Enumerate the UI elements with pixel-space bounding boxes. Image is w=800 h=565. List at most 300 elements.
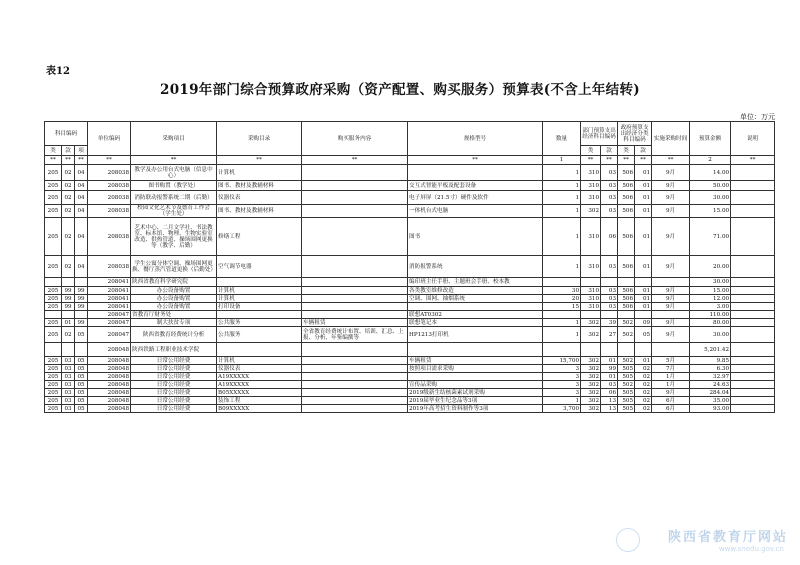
table-cell bbox=[62, 343, 75, 357]
table-cell bbox=[731, 205, 775, 218]
table-cell: 修缮工程 bbox=[217, 218, 302, 256]
table-cell: 205 bbox=[45, 303, 62, 311]
table-cell: 35.00 bbox=[690, 397, 731, 405]
table-cell: 艺术中心、二月文学社、书法教室、标本馆、物理、生物实验室改造、供热管道、操场围网更换等（教学、后勤） bbox=[131, 218, 217, 256]
marker-cell: ** bbox=[731, 156, 775, 165]
marker-cell: ** bbox=[652, 156, 690, 165]
table-cell bbox=[731, 357, 775, 365]
table-cell bbox=[652, 278, 690, 287]
table-cell: 205 bbox=[45, 319, 62, 327]
table-cell: 图书 bbox=[408, 218, 543, 256]
table-cell bbox=[45, 311, 62, 319]
table-cell: 04 bbox=[75, 181, 88, 191]
header-gov-lei: 类 bbox=[618, 146, 635, 156]
table-cell: 208041 bbox=[88, 278, 131, 287]
table-cell: 02 bbox=[635, 365, 652, 373]
table-cell bbox=[75, 278, 88, 287]
table-cell: 9月 bbox=[652, 205, 690, 218]
table-row bbox=[45, 381, 775, 389]
table-cell: 205 bbox=[45, 205, 62, 218]
table-cell: 3.00 bbox=[690, 303, 731, 311]
table-cell: 消防报警系统 bbox=[408, 256, 543, 278]
table-cell: 03 bbox=[601, 181, 618, 191]
table-cell: 12.00 bbox=[690, 295, 731, 303]
table-cell: 02 bbox=[62, 218, 75, 256]
table-cell: 空调、围网、抽烟系统 bbox=[408, 295, 543, 303]
table-cell: 208048 bbox=[88, 405, 131, 413]
table-cell: 一体机台式电脑 bbox=[408, 205, 543, 218]
table-cell: 205 bbox=[45, 365, 62, 373]
table-cell: 205 bbox=[45, 327, 62, 343]
table-cell: 06 bbox=[601, 389, 618, 397]
table-cell: 计算机 bbox=[217, 165, 302, 181]
table-cell bbox=[302, 165, 408, 181]
table-row bbox=[45, 343, 775, 357]
table-cell: 208047 bbox=[88, 311, 131, 319]
table-cell: 208041 bbox=[88, 287, 131, 295]
table-cell: 310 bbox=[581, 218, 601, 256]
table-cell: 9月 bbox=[652, 165, 690, 181]
table-cell: 50.00 bbox=[690, 181, 731, 191]
table-cell: 208038 bbox=[88, 191, 131, 205]
table-cell: 93.00 bbox=[690, 405, 731, 413]
header-project: 采购项目 bbox=[131, 122, 217, 156]
table-cell bbox=[75, 343, 88, 357]
table-row bbox=[45, 256, 775, 278]
table-cell: 506 bbox=[618, 287, 635, 295]
table-cell: 03 bbox=[601, 381, 618, 389]
table-cell: 502 bbox=[618, 357, 635, 365]
table-cell: 506 bbox=[618, 303, 635, 311]
table-cell: 13 bbox=[601, 397, 618, 405]
table-cell bbox=[543, 343, 581, 357]
table-cell: 205 bbox=[45, 256, 62, 278]
table-row bbox=[45, 303, 775, 311]
table-cell: 09 bbox=[635, 319, 652, 327]
table-cell: 1 bbox=[543, 205, 581, 218]
table-row bbox=[45, 365, 775, 373]
table-cell: HP1213打印机 bbox=[408, 327, 543, 343]
table-cell: 3,700 bbox=[543, 405, 581, 413]
table-cell: 302 bbox=[581, 373, 601, 381]
table-row bbox=[45, 327, 775, 343]
table-cell: 310 bbox=[581, 256, 601, 278]
marker-cell: ** bbox=[131, 156, 217, 165]
table-cell bbox=[731, 311, 775, 319]
table-cell: 32.97 bbox=[690, 373, 731, 381]
table-row bbox=[45, 311, 775, 319]
table-cell: 208048 bbox=[88, 389, 131, 397]
watermark-text: 陕西省教育厅网站 bbox=[667, 530, 788, 545]
table-row bbox=[45, 397, 775, 405]
table-cell bbox=[635, 278, 652, 287]
table-cell: 9月 bbox=[652, 181, 690, 191]
table-cell: 03 bbox=[62, 389, 75, 397]
table-cell: 全省教育经费统计布置、培训、汇总、上报、分析、年鉴编撰等 bbox=[302, 327, 408, 343]
table-cell: 15,700 bbox=[543, 357, 581, 365]
marker-cell: 2 bbox=[690, 156, 731, 165]
table-cell: 联想笔记本 bbox=[408, 319, 543, 327]
table-cell bbox=[302, 381, 408, 389]
table-cell: 02 bbox=[635, 373, 652, 381]
table-cell: 制大扶贫专项 bbox=[131, 319, 217, 327]
table-cell: 6月 bbox=[652, 397, 690, 405]
table-cell: 110.00 bbox=[690, 311, 731, 319]
table-row bbox=[45, 218, 775, 256]
table-cell: 联想AT0302 bbox=[408, 311, 543, 319]
table-cell: 310 bbox=[581, 191, 601, 205]
marker-cell: ** bbox=[75, 156, 88, 165]
table-cell bbox=[731, 327, 775, 343]
table-cell: B05XXXXX bbox=[217, 389, 302, 397]
header-lei: 类 bbox=[45, 146, 62, 156]
table-cell: 教学及办公用台式电脑（信息中心） bbox=[131, 165, 217, 181]
table-cell: 208048 bbox=[88, 397, 131, 405]
table-cell: 02 bbox=[62, 191, 75, 205]
table-cell: 205 bbox=[45, 181, 62, 191]
table-cell: 9.85 bbox=[690, 357, 731, 365]
table-cell: 9月 bbox=[652, 191, 690, 205]
table-cell: 208048 bbox=[88, 343, 131, 357]
header-econ-kuan: 款 bbox=[601, 146, 618, 156]
table-row bbox=[45, 181, 775, 191]
table-cell bbox=[302, 287, 408, 295]
table-cell: 208041 bbox=[88, 303, 131, 311]
table-cell: 99 bbox=[75, 303, 88, 311]
table-cell: 99 bbox=[62, 295, 75, 303]
table-row bbox=[45, 405, 775, 413]
table-cell: 1 bbox=[543, 218, 581, 256]
table-cell bbox=[302, 295, 408, 303]
table-cell: 图书、教材及教辅材料 bbox=[217, 205, 302, 218]
table-cell: 04 bbox=[75, 191, 88, 205]
table-cell: 7月 bbox=[652, 365, 690, 373]
table-cell bbox=[581, 278, 601, 287]
marker-cell: ** bbox=[217, 156, 302, 165]
table-cell: 3 bbox=[543, 381, 581, 389]
table-cell: 99 bbox=[75, 287, 88, 295]
table-cell bbox=[601, 311, 618, 319]
table-cell: 9月 bbox=[652, 319, 690, 327]
table-row bbox=[45, 319, 775, 327]
table-cell: 图书购置（教学处） bbox=[131, 181, 217, 191]
table-cell: 02 bbox=[62, 256, 75, 278]
table-cell: 电子屏屏（21.5寸）硬件及软件 bbox=[408, 191, 543, 205]
table-cell: 302 bbox=[581, 319, 601, 327]
table-cell bbox=[635, 343, 652, 357]
table-cell: 505 bbox=[618, 389, 635, 397]
table-cell: 20.00 bbox=[690, 256, 731, 278]
table-cell: 装饰工程 bbox=[217, 397, 302, 405]
table-cell: 01 bbox=[635, 218, 652, 256]
marker-cell: ** bbox=[581, 156, 601, 165]
table-cell: 1 bbox=[543, 165, 581, 181]
table-cell bbox=[408, 303, 543, 311]
table-cell: 15.00 bbox=[690, 287, 731, 295]
header-kuan: 款 bbox=[62, 146, 75, 156]
table-cell: 02 bbox=[62, 205, 75, 218]
table-cell: 6.30 bbox=[690, 365, 731, 373]
table-cell bbox=[302, 205, 408, 218]
table-cell: 15.00 bbox=[690, 205, 731, 218]
watermark-url: www.snedu.gov.cn bbox=[718, 545, 784, 553]
marker-row bbox=[45, 156, 775, 165]
table-cell: 2019级新生结核菌素试剂采购 bbox=[408, 389, 543, 397]
table-cell bbox=[731, 373, 775, 381]
table-cell: 计算机 bbox=[217, 357, 302, 365]
table-cell: 05 bbox=[75, 405, 88, 413]
table-cell bbox=[302, 181, 408, 191]
table-cell: 03 bbox=[601, 165, 618, 181]
header-catalog: 采购目录 bbox=[217, 122, 302, 156]
table-cell bbox=[581, 343, 601, 357]
table-cell bbox=[302, 343, 408, 357]
table-cell: 30 bbox=[543, 287, 581, 295]
header-unit-code: 单位编码 bbox=[88, 122, 131, 156]
marker-cell: 1 bbox=[543, 156, 581, 165]
table-cell: 日常公用经费 bbox=[131, 373, 217, 381]
table-cell: 208038 bbox=[88, 165, 131, 181]
table-cell: 310 bbox=[581, 303, 601, 311]
table-cell: 1 bbox=[543, 327, 581, 343]
table-cell: 6月 bbox=[652, 405, 690, 413]
table-cell: 506 bbox=[618, 181, 635, 191]
table-cell bbox=[581, 311, 601, 319]
table-cell: 03 bbox=[601, 303, 618, 311]
header-gov-kuan: 款 bbox=[635, 146, 652, 156]
table-cell: 05 bbox=[75, 381, 88, 389]
table-cell: 日常公用经费 bbox=[131, 397, 217, 405]
table-row bbox=[45, 278, 775, 287]
table-cell: 计算机 bbox=[217, 295, 302, 303]
table-cell: 502 bbox=[618, 381, 635, 389]
table-cell: 205 bbox=[45, 357, 62, 365]
table-cell: 03 bbox=[62, 373, 75, 381]
table-cell bbox=[652, 311, 690, 319]
table-cell: 9月 bbox=[652, 287, 690, 295]
table-cell: 03 bbox=[601, 191, 618, 205]
table-cell: 205 bbox=[45, 218, 62, 256]
header-qty: 数量 bbox=[543, 122, 581, 156]
table-cell bbox=[618, 278, 635, 287]
table-cell bbox=[217, 278, 302, 287]
table-cell: 02 bbox=[635, 405, 652, 413]
marker-cell: ** bbox=[88, 156, 131, 165]
table-cell: 99 bbox=[62, 287, 75, 295]
table-cell: 20 bbox=[543, 295, 581, 303]
table-cell: 208048 bbox=[88, 365, 131, 373]
table-cell bbox=[731, 191, 775, 205]
table-cell bbox=[731, 397, 775, 405]
table-cell: 208038 bbox=[88, 205, 131, 218]
table-cell: 02 bbox=[62, 327, 75, 343]
table-cell: 205 bbox=[45, 191, 62, 205]
table-cell: 3 bbox=[543, 373, 581, 381]
table-cell: 各类教室维修改造 bbox=[408, 287, 543, 295]
table-cell: 仪器仪表 bbox=[217, 365, 302, 373]
table-row bbox=[45, 373, 775, 381]
table-cell: 208038 bbox=[88, 256, 131, 278]
table-cell bbox=[543, 278, 581, 287]
table-cell: 30.00 bbox=[690, 327, 731, 343]
table-cell: 80.00 bbox=[690, 319, 731, 327]
table-cell: 24.63 bbox=[690, 381, 731, 389]
table-cell: 日常公用经费 bbox=[131, 405, 217, 413]
table-cell: 208048 bbox=[88, 381, 131, 389]
table-cell: 99 bbox=[601, 365, 618, 373]
table-cell: 208038 bbox=[88, 181, 131, 191]
table-cell: 01 bbox=[635, 357, 652, 365]
table-cell bbox=[731, 218, 775, 256]
table-cell: 205 bbox=[45, 165, 62, 181]
unit-label: 单位：万元 bbox=[740, 113, 775, 121]
table-cell bbox=[635, 311, 652, 319]
table-cell: 99 bbox=[75, 319, 88, 327]
table-cell: 05 bbox=[75, 389, 88, 397]
marker-cell: ** bbox=[62, 156, 75, 165]
table-cell: 14.00 bbox=[690, 165, 731, 181]
table-cell bbox=[731, 319, 775, 327]
table-row bbox=[45, 357, 775, 365]
table-cell: 99 bbox=[75, 295, 88, 303]
table-cell: 9月 bbox=[652, 256, 690, 278]
table-cell: 505 bbox=[618, 397, 635, 405]
budget-table bbox=[44, 121, 775, 413]
table-cell: 205 bbox=[45, 373, 62, 381]
table-cell bbox=[62, 311, 75, 319]
table-cell bbox=[731, 295, 775, 303]
table-cell: 03 bbox=[62, 365, 75, 373]
table-cell: 310 bbox=[581, 287, 601, 295]
table-cell: 208047 bbox=[88, 319, 131, 327]
marker-cell: ** bbox=[635, 156, 652, 165]
table-cell: 02 bbox=[635, 381, 652, 389]
table-cell: 302 bbox=[581, 381, 601, 389]
table-cell: 302 bbox=[581, 205, 601, 218]
table-cell bbox=[408, 373, 543, 381]
table-cell bbox=[731, 303, 775, 311]
table-cell: 图书、教材及教辅材料 bbox=[217, 181, 302, 191]
table-cell: 5月 bbox=[652, 357, 690, 365]
table-cell: 按照项目需求采购 bbox=[408, 365, 543, 373]
table-cell bbox=[302, 256, 408, 278]
table-cell: 编印班主任手册、主题班会手册、校本教 bbox=[408, 278, 543, 287]
table-cell: 01 bbox=[635, 256, 652, 278]
header-subject-code: 科目编码 bbox=[45, 122, 88, 146]
table-cell: 502 bbox=[618, 319, 635, 327]
table-cell bbox=[302, 405, 408, 413]
header-spec: 规格型号 bbox=[408, 122, 543, 156]
table-cell: 1月 bbox=[652, 373, 690, 381]
table-cell: 1 bbox=[543, 181, 581, 191]
table-cell: 05 bbox=[75, 365, 88, 373]
table-cell: B09XXXXX bbox=[217, 405, 302, 413]
table-cell: 302 bbox=[581, 365, 601, 373]
table-cell: 310 bbox=[581, 165, 601, 181]
header-note: 说明 bbox=[731, 122, 775, 156]
table-cell: 06 bbox=[601, 218, 618, 256]
table-cell: 1 bbox=[543, 319, 581, 327]
table-cell: 空气调节电器 bbox=[217, 256, 302, 278]
table-cell: 05 bbox=[75, 327, 88, 343]
table-cell: 03 bbox=[601, 295, 618, 303]
table-cell: 02 bbox=[62, 181, 75, 191]
table-cell: 506 bbox=[618, 256, 635, 278]
table-cell: 505 bbox=[618, 373, 635, 381]
marker-cell: ** bbox=[302, 156, 408, 165]
table-cell: 205 bbox=[45, 381, 62, 389]
table-cell: 01 bbox=[601, 373, 618, 381]
watermark-seal-icon bbox=[616, 528, 640, 552]
table-cell bbox=[731, 287, 775, 295]
table-cell: 05 bbox=[75, 397, 88, 405]
table-cell: 01 bbox=[635, 295, 652, 303]
table-cell: 1 bbox=[543, 256, 581, 278]
table-cell: 宣传品采购 bbox=[408, 381, 543, 389]
table-cell: 30.00 bbox=[690, 191, 731, 205]
table-cell bbox=[652, 343, 690, 357]
table-cell: 车辆租赁 bbox=[408, 357, 543, 365]
table-cell bbox=[731, 381, 775, 389]
table-cell: 208047 bbox=[88, 327, 131, 343]
table-cell bbox=[302, 357, 408, 365]
table-number: 表12 bbox=[46, 66, 70, 77]
table-cell: 公共服务 bbox=[217, 327, 302, 343]
table-cell: 办公设备购置 bbox=[131, 295, 217, 303]
table-cell: 省教育厅财务处 bbox=[131, 311, 217, 319]
table-cell: 9月 bbox=[652, 389, 690, 397]
table-cell: 04 bbox=[75, 205, 88, 218]
table-cell: 1 bbox=[543, 191, 581, 205]
table-cell: A19XXXXX bbox=[217, 373, 302, 381]
table-cell: 208038 bbox=[88, 218, 131, 256]
table-cell bbox=[302, 373, 408, 381]
table-cell: 日常公用经费 bbox=[131, 357, 217, 365]
table-cell: 205 bbox=[45, 295, 62, 303]
table-cell: 9月 bbox=[652, 303, 690, 311]
table-cell: 学生公寓分体空调、操场围网更换、餐厅蒸汽管道更换（后勤处） bbox=[131, 256, 217, 278]
table-cell: 13 bbox=[601, 405, 618, 413]
table-cell bbox=[731, 389, 775, 397]
table-cell: 办公设备购置 bbox=[131, 287, 217, 295]
marker-cell: ** bbox=[45, 156, 62, 165]
table-cell: 05 bbox=[75, 357, 88, 365]
marker-cell: ** bbox=[408, 156, 543, 165]
table-cell: 公共服务 bbox=[217, 319, 302, 327]
table-cell: 15 bbox=[543, 303, 581, 311]
table-cell: 5,201.42 bbox=[690, 343, 731, 357]
table-cell: 208041 bbox=[88, 295, 131, 303]
table-cell: 205 bbox=[45, 405, 62, 413]
table-cell bbox=[601, 343, 618, 357]
table-cell: 02 bbox=[62, 165, 75, 181]
table-cell bbox=[217, 343, 302, 357]
table-row bbox=[45, 389, 775, 397]
table-cell: 71.00 bbox=[690, 218, 731, 256]
table-cell: 27 bbox=[601, 327, 618, 343]
table-row bbox=[45, 205, 775, 218]
table-cell: 03 bbox=[62, 405, 75, 413]
table-cell bbox=[302, 397, 408, 405]
header-month: 实施采购时间 bbox=[652, 122, 690, 156]
table-cell: 打印设备 bbox=[217, 303, 302, 311]
table-cell bbox=[302, 191, 408, 205]
table-cell bbox=[302, 365, 408, 373]
page-title: 2019年部门综合预算政府采购（资产配置、购买服务）预算表(不含上年结转) bbox=[160, 82, 640, 98]
table-cell bbox=[45, 278, 62, 287]
table-cell bbox=[543, 311, 581, 319]
table-cell bbox=[618, 311, 635, 319]
